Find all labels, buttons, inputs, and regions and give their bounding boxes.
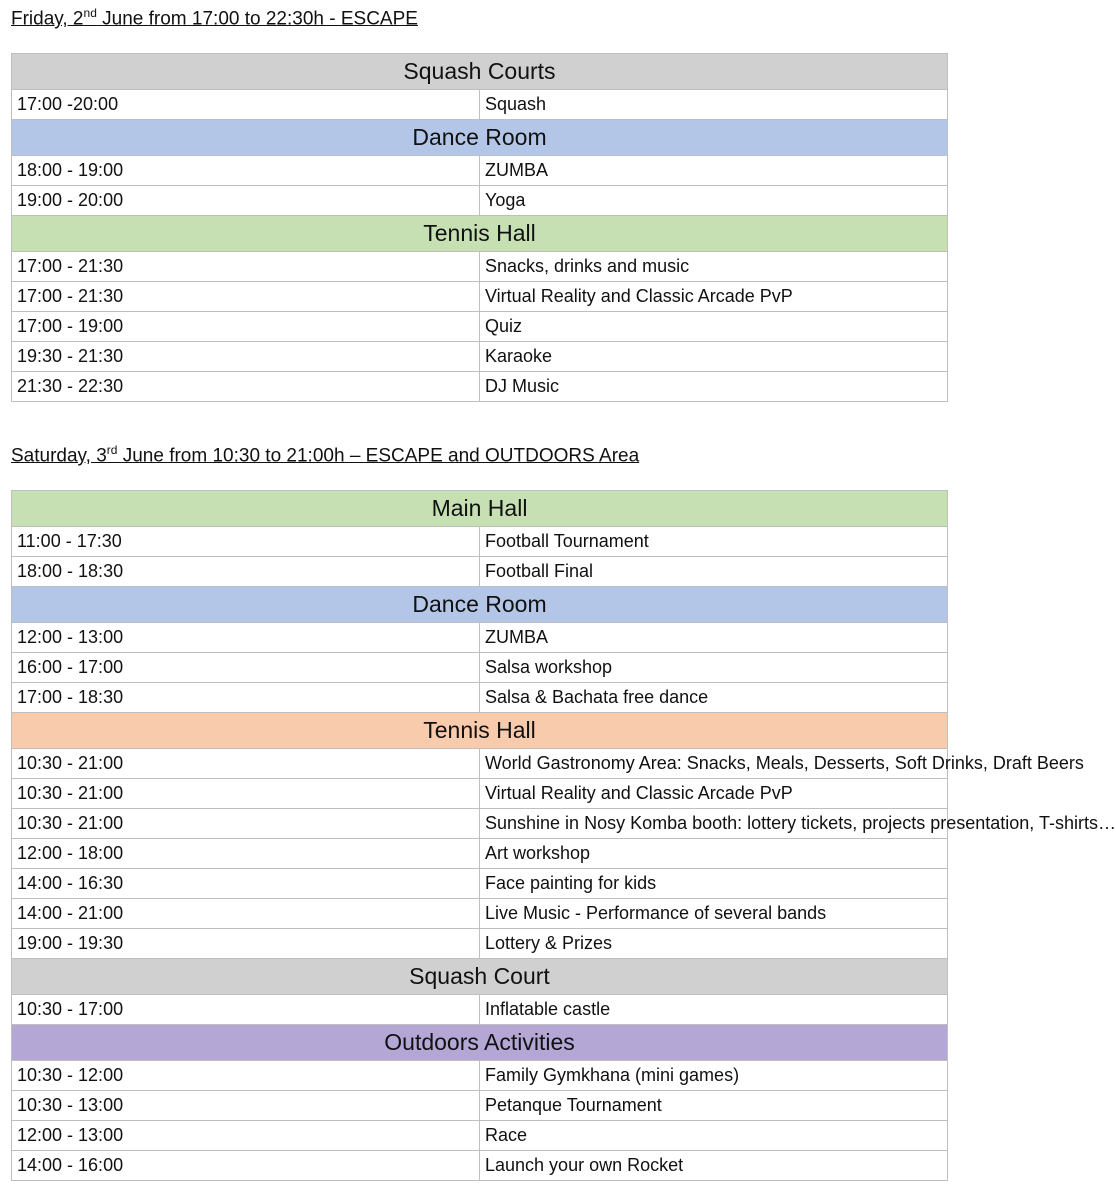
schedule-row [12, 342, 948, 372]
time-cell: 10:30 - 21:00 [12, 749, 480, 779]
time-cell: 10:30 - 13:00 [12, 1091, 480, 1121]
time-cell: 11:00 - 17:30 [12, 527, 480, 557]
time-cell: 10:30 - 21:00 [12, 809, 480, 839]
activity-cell: ZUMBA [480, 623, 948, 653]
section-title: Tennis Hall [12, 216, 948, 252]
activity-cell: Football Final [480, 557, 948, 587]
time-cell: 14:00 - 21:00 [12, 899, 480, 929]
schedule-row [12, 312, 948, 342]
schedule-row [12, 683, 948, 713]
time-cell: 14:00 - 16:00 [12, 1151, 480, 1181]
activity-cell: Sunshine in Nosy Komba booth: lottery tickets, projects presentation, T-shirts… [480, 809, 948, 839]
activity-cell: ZUMBA [480, 156, 948, 186]
section-title: Outdoors Activities [12, 1025, 948, 1061]
section-title: Squash Courts [12, 54, 948, 90]
activity-cell: Squash [480, 90, 948, 120]
schedule-row [12, 623, 948, 653]
saturday-schedule-table [11, 490, 1116, 1181]
schedule-row [12, 156, 948, 186]
schedule-row [12, 839, 948, 869]
section-header-row [12, 587, 948, 623]
time-cell: 10:30 - 17:00 [12, 995, 480, 1025]
activity-cell: Virtual Reality and Classic Arcade PvP [480, 779, 948, 809]
time-cell: 19:00 - 19:30 [12, 929, 480, 959]
schedule-row [12, 282, 948, 312]
friday-heading-text: Friday, 2 [11, 8, 84, 30]
activity-cell: Yoga [480, 186, 948, 216]
section-title: Squash Court [12, 959, 948, 995]
friday-heading-ordinal: nd [83, 6, 97, 20]
schedule-row [12, 1091, 948, 1121]
activity-cell: Salsa & Bachata free dance [480, 683, 948, 713]
saturday-heading-rest: June from 10:30 to 21:00h – ESCAPE and OUTDOORS Area [117, 445, 640, 467]
time-cell: 17:00 -20:00 [12, 90, 480, 120]
section-header-row [12, 54, 948, 90]
activity-cell: Launch your own Rocket [480, 1151, 948, 1181]
activity-cell: World Gastronomy Area: Snacks, Meals, Desserts, Soft Drinks, Draft Beers [480, 749, 948, 779]
section-title: Dance Room [12, 120, 948, 156]
time-cell: 17:00 - 19:00 [12, 312, 480, 342]
schedule-row [12, 90, 948, 120]
time-cell: 12:00 - 13:00 [12, 623, 480, 653]
section-header-row [12, 713, 948, 749]
activity-cell: Face painting for kids [480, 869, 948, 899]
saturday-heading [11, 443, 639, 467]
section-header-row [12, 120, 948, 156]
time-cell: 17:00 - 21:30 [12, 282, 480, 312]
friday-schedule-table [11, 53, 948, 402]
activity-cell: Karaoke [480, 342, 948, 372]
activity-cell: Lottery & Prizes [480, 929, 948, 959]
time-cell: 19:30 - 21:30 [12, 342, 480, 372]
schedule-row [12, 252, 948, 282]
time-cell: 10:30 - 12:00 [12, 1061, 480, 1091]
schedule-row [12, 869, 948, 899]
saturday-heading-ordinal: rd [106, 443, 118, 457]
time-cell: 19:00 - 20:00 [12, 186, 480, 216]
friday-heading [11, 6, 418, 30]
schedule-row [12, 995, 948, 1025]
time-cell: 17:00 - 21:30 [12, 252, 480, 282]
time-cell: 12:00 - 13:00 [12, 1121, 480, 1151]
activity-cell: Salsa workshop [480, 653, 948, 683]
time-cell: 17:00 - 18:30 [12, 683, 480, 713]
section-header-row [12, 959, 948, 995]
section-title: Main Hall [12, 491, 948, 527]
activity-cell: Quiz [480, 312, 948, 342]
section-title: Dance Room [12, 587, 948, 623]
section-title: Tennis Hall [12, 713, 948, 749]
schedule-row [12, 653, 948, 683]
schedule-row [12, 779, 948, 809]
activity-cell: Live Music - Performance of several bands [480, 899, 948, 929]
activity-cell: Snacks, drinks and music [480, 252, 948, 282]
activity-cell: Football Tournament [480, 527, 948, 557]
activity-cell: Inflatable castle [480, 995, 948, 1025]
time-cell: 12:00 - 18:00 [12, 839, 480, 869]
activity-cell: Art workshop [480, 839, 948, 869]
activity-cell: Virtual Reality and Classic Arcade PvP [480, 282, 948, 312]
section-header-row [12, 491, 948, 527]
schedule-row [12, 1061, 948, 1091]
time-cell: 16:00 - 17:00 [12, 653, 480, 683]
saturday-heading-text: Saturday, 3 [11, 445, 107, 467]
activity-cell: Petanque Tournament [480, 1091, 948, 1121]
activity-cell: Race [480, 1121, 948, 1151]
time-cell: 18:00 - 19:00 [12, 156, 480, 186]
activity-cell: Family Gymkhana (mini games) [480, 1061, 948, 1091]
time-cell: 10:30 - 21:00 [12, 779, 480, 809]
schedule-row [12, 186, 948, 216]
time-cell: 14:00 - 16:30 [12, 869, 480, 899]
schedule-row [12, 1121, 948, 1151]
schedule-row [12, 557, 948, 587]
schedule-row [12, 809, 948, 839]
schedule-row [12, 899, 948, 929]
section-header-row [12, 216, 948, 252]
schedule-row [12, 372, 948, 402]
schedule-row [12, 1151, 948, 1181]
time-cell: 21:30 - 22:30 [12, 372, 480, 402]
friday-heading-rest: June from 17:00 to 22:30h - ESCAPE [96, 8, 418, 30]
schedule-row [12, 929, 948, 959]
schedule-row [12, 527, 948, 557]
section-header-row [12, 1025, 948, 1061]
activity-cell: DJ Music [480, 372, 948, 402]
time-cell: 18:00 - 18:30 [12, 557, 480, 587]
schedule-row [12, 749, 948, 779]
